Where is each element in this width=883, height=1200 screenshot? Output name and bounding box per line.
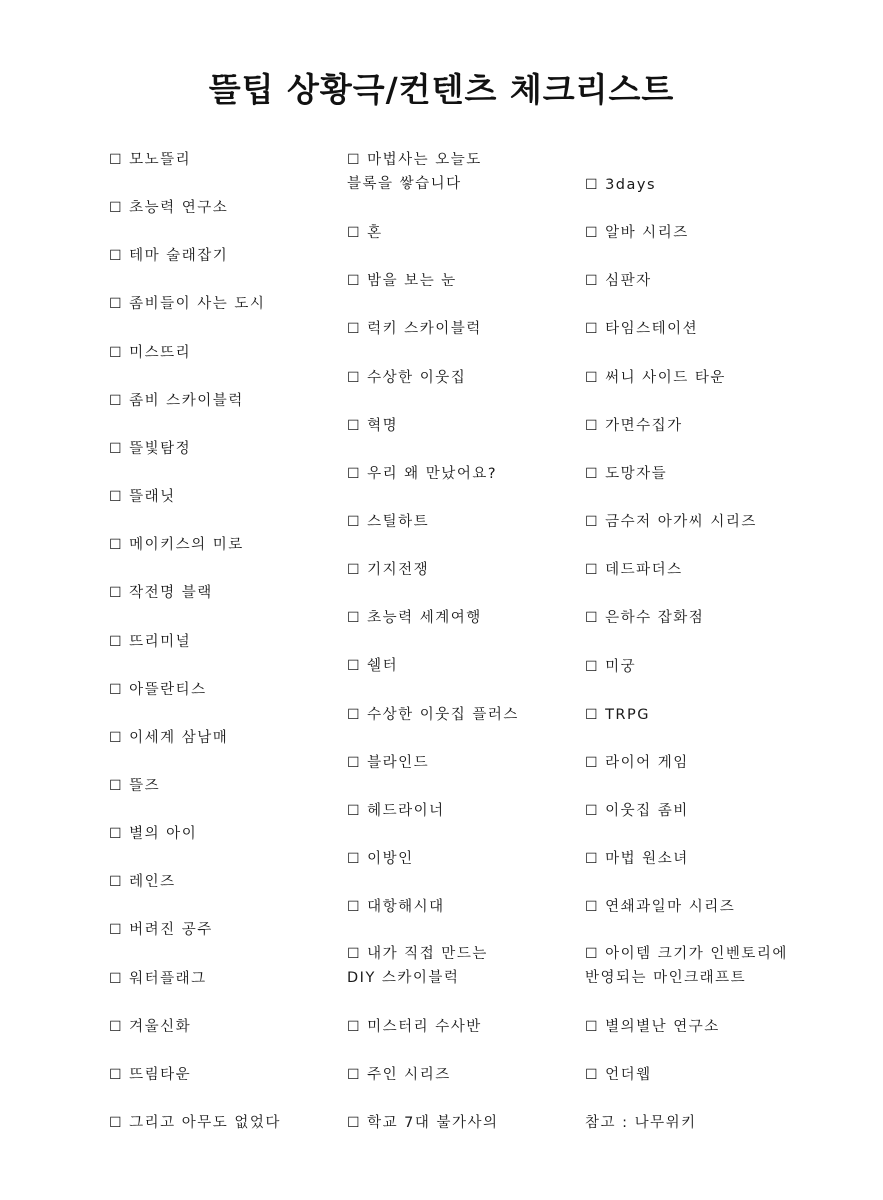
checklist-item[interactable] bbox=[109, 918, 213, 942]
checkbox-icon[interactable]: ☐ bbox=[109, 345, 124, 361]
checklist-item-label: 초능력 연구소 bbox=[129, 200, 229, 216]
checkbox-icon[interactable]: ☐ bbox=[585, 1067, 600, 1083]
checklist-item[interactable] bbox=[109, 148, 191, 172]
checkbox-icon[interactable]: ☐ bbox=[109, 1067, 124, 1083]
checkbox-icon[interactable]: ☐ bbox=[109, 922, 124, 938]
checklist-item-label: 기지전쟁 bbox=[367, 562, 430, 578]
checklist-item[interactable] bbox=[347, 558, 429, 582]
checkbox-icon[interactable]: ☐ bbox=[109, 296, 124, 312]
checklist-item-label: 아뜰란티스 bbox=[129, 682, 207, 698]
checkbox-icon[interactable]: ☐ bbox=[109, 971, 124, 987]
checklist-item[interactable] bbox=[347, 895, 445, 919]
checklist-item[interactable] bbox=[109, 774, 160, 798]
checklist-item-label: 럭키 스카이블럭 bbox=[367, 321, 482, 337]
checkbox-icon[interactable]: ☐ bbox=[347, 466, 362, 482]
checklist-item[interactable] bbox=[585, 895, 735, 919]
checkbox-icon[interactable]: ☐ bbox=[347, 946, 362, 962]
checkbox-icon[interactable]: ☐ bbox=[347, 321, 362, 337]
checklist-item-label: 뜰즈 bbox=[129, 778, 161, 794]
checklist-item[interactable] bbox=[585, 703, 650, 727]
checkbox-icon[interactable]: ☐ bbox=[347, 755, 362, 771]
checklist-item-label: 혼 bbox=[367, 225, 383, 241]
checklist-item-label: 미스터리 수사반 bbox=[367, 1019, 482, 1035]
checkbox-icon[interactable]: ☐ bbox=[347, 803, 362, 819]
checklist-item-label: 워터플래그 bbox=[129, 971, 207, 987]
checkbox-icon[interactable]: ☐ bbox=[585, 707, 600, 723]
checklist-item[interactable] bbox=[585, 221, 689, 245]
checkbox-icon[interactable]: ☐ bbox=[347, 658, 362, 674]
checkbox-icon[interactable]: ☐ bbox=[109, 200, 124, 216]
checkbox-icon[interactable]: ☐ bbox=[347, 225, 362, 241]
checkbox-icon[interactable]: ☐ bbox=[585, 177, 600, 193]
checkbox-icon[interactable]: ☐ bbox=[109, 441, 124, 457]
checkbox-icon[interactable]: ☐ bbox=[109, 634, 124, 650]
checklist-item-label: 블록을 쌓습니다 bbox=[347, 176, 462, 192]
checklist-item[interactable] bbox=[585, 173, 656, 197]
checkbox-icon[interactable]: ☐ bbox=[585, 514, 600, 530]
checklist-item-label: 쉘터 bbox=[367, 658, 399, 674]
checklist-item-label: 그리고 아무도 없었다 bbox=[129, 1115, 281, 1131]
checklist-item-label: 학교 7대 불가사의 bbox=[367, 1115, 499, 1131]
checklist-item-label: 겨울신화 bbox=[129, 1019, 192, 1035]
checklist-item[interactable] bbox=[109, 196, 228, 220]
checkbox-icon[interactable]: ☐ bbox=[109, 248, 124, 264]
checklist-item[interactable] bbox=[585, 462, 667, 486]
checklist-item-label: 테마 술래잡기 bbox=[129, 248, 229, 264]
checklist-item-label: 레인즈 bbox=[129, 874, 176, 890]
checklist-item-label: 메이키스의 미로 bbox=[129, 537, 244, 553]
checklist-item[interactable] bbox=[347, 847, 414, 871]
checklist-item-label: 블라인드 bbox=[367, 755, 430, 771]
checklist-item-label: 도망자들 bbox=[605, 466, 668, 482]
checklist-item[interactable] bbox=[347, 510, 429, 534]
checklist-item[interactable] bbox=[347, 1015, 482, 1039]
checkbox-icon[interactable]: ☐ bbox=[109, 393, 124, 409]
checklist-item-label: 써니 사이드 타운 bbox=[605, 370, 726, 386]
checklist-item[interactable] bbox=[347, 799, 445, 823]
checklist-item-label: 좀비 스카이블럭 bbox=[129, 393, 244, 409]
checkbox-icon[interactable]: ☐ bbox=[109, 537, 124, 553]
checklist-item[interactable] bbox=[585, 655, 636, 679]
checkbox-icon[interactable]: ☐ bbox=[347, 562, 362, 578]
checklist-item[interactable] bbox=[109, 678, 207, 702]
checklist-item-label: 언더웹 bbox=[605, 1067, 652, 1083]
checkbox-icon[interactable]: ☐ bbox=[347, 273, 362, 289]
checklist-item-label: 뜨리미널 bbox=[129, 634, 192, 650]
checklist-item-label: 이세계 삼남매 bbox=[129, 730, 229, 746]
checkbox-icon[interactable]: ☐ bbox=[347, 370, 362, 386]
checkbox-icon[interactable]: ☐ bbox=[585, 466, 600, 482]
checklist-item[interactable] bbox=[109, 822, 197, 846]
checkbox-icon[interactable]: ☐ bbox=[347, 152, 362, 168]
checklist-item[interactable] bbox=[347, 317, 482, 341]
checklist-item-label: 우리 왜 만났어요? bbox=[367, 466, 498, 482]
checklist-item[interactable] bbox=[109, 967, 207, 991]
checklist-item[interactable] bbox=[585, 799, 689, 823]
page-title: 뜰팁 상황극/컨텐츠 체크리스트 bbox=[208, 70, 675, 109]
checklist-item[interactable] bbox=[109, 630, 191, 654]
checklist-item-label: 별의별난 연구소 bbox=[605, 1019, 720, 1035]
checkbox-icon[interactable]: ☐ bbox=[585, 273, 600, 289]
checklist-item[interactable] bbox=[347, 462, 497, 486]
checkbox-icon[interactable]: ☐ bbox=[585, 851, 600, 867]
checkbox-icon[interactable]: ☐ bbox=[585, 755, 600, 771]
checkbox-icon[interactable]: ☐ bbox=[109, 874, 124, 890]
checklist-item-label: 미스뜨리 bbox=[129, 345, 192, 361]
checkbox-icon[interactable]: ☐ bbox=[585, 946, 600, 962]
checklist-item-label: 헤드라이너 bbox=[367, 803, 445, 819]
checkbox-icon[interactable]: ☐ bbox=[347, 899, 362, 915]
checklist-item-label: 이웃집 좀비 bbox=[605, 803, 689, 819]
checklist-item-label: 데드파더스 bbox=[605, 562, 683, 578]
checklist-item-label: 주인 시리즈 bbox=[367, 1067, 451, 1083]
checklist-item[interactable] bbox=[347, 751, 429, 775]
checklist-item-label: 초능력 세계여행 bbox=[367, 610, 482, 626]
checklist-item[interactable] bbox=[347, 1111, 499, 1135]
checklist-item-label: 미궁 bbox=[605, 659, 637, 675]
checkbox-icon[interactable]: ☐ bbox=[585, 610, 600, 626]
checklist-item-label: 3days bbox=[605, 177, 657, 193]
checklist-item[interactable] bbox=[109, 292, 265, 316]
checkbox-icon[interactable]: ☐ bbox=[585, 659, 600, 675]
checklist-item[interactable] bbox=[109, 1111, 281, 1135]
checklist-item[interactable] bbox=[585, 366, 726, 390]
checkbox-icon[interactable]: ☐ bbox=[585, 418, 600, 434]
checklist-item[interactable] bbox=[347, 221, 383, 245]
checkbox-icon[interactable]: ☐ bbox=[585, 1019, 600, 1035]
checklist-item[interactable] bbox=[347, 942, 488, 990]
checklist-item[interactable] bbox=[109, 485, 176, 509]
checklist-item-label: 스틸하트 bbox=[367, 514, 430, 530]
checklist-item-label: 내가 직접 만드는 bbox=[367, 946, 488, 962]
checklist-item[interactable] bbox=[585, 414, 683, 438]
checkbox-icon[interactable]: ☐ bbox=[347, 1067, 362, 1083]
checklist-item-label: 뜰빛탐정 bbox=[129, 441, 192, 457]
checklist-item-label: 라이어 게임 bbox=[605, 755, 689, 771]
checkbox-icon[interactable]: ☐ bbox=[109, 730, 124, 746]
checklist-item-label: 가면수집가 bbox=[605, 418, 683, 434]
checklist-item-label: 마법사는 오늘도 bbox=[367, 152, 482, 168]
checklist-item-label: 좀비들이 사는 도시 bbox=[129, 296, 266, 312]
checklist-item[interactable] bbox=[109, 581, 213, 605]
checklist-item[interactable] bbox=[585, 317, 698, 341]
checkbox-icon[interactable]: ☐ bbox=[585, 803, 600, 819]
checkbox-icon[interactable]: ☐ bbox=[109, 1019, 124, 1035]
checkbox-icon[interactable]: ☐ bbox=[585, 225, 600, 241]
checklist-item[interactable] bbox=[109, 437, 191, 461]
checklist-item[interactable] bbox=[585, 942, 788, 990]
checklist-item-label: 마법 원소녀 bbox=[605, 851, 689, 867]
checkbox-icon[interactable]: ☐ bbox=[585, 370, 600, 386]
checklist-item[interactable] bbox=[347, 269, 457, 293]
checklist-item[interactable] bbox=[109, 389, 244, 413]
checklist-item[interactable] bbox=[109, 1063, 191, 1087]
checklist-item[interactable] bbox=[347, 1063, 451, 1087]
checkbox-icon[interactable]: ☐ bbox=[585, 562, 600, 578]
checkbox-icon[interactable]: ☐ bbox=[347, 1019, 362, 1035]
checklist-item[interactable] bbox=[347, 414, 398, 438]
checklist-item[interactable] bbox=[109, 870, 176, 894]
checklist-item-label: 별의 아이 bbox=[129, 826, 198, 842]
checkbox-icon[interactable]: ☐ bbox=[109, 152, 124, 168]
source-note: 참고 : 나무위키 bbox=[585, 1115, 697, 1131]
checklist-item-label: 뜨림타운 bbox=[129, 1067, 192, 1083]
checkbox-icon[interactable]: ☐ bbox=[109, 826, 124, 842]
checklist-item-label: 밤을 보는 눈 bbox=[367, 273, 457, 289]
checklist-item-label: 은하수 잡화점 bbox=[605, 610, 705, 626]
checkbox-icon[interactable]: ☐ bbox=[109, 489, 124, 505]
checkbox-icon[interactable]: ☐ bbox=[347, 418, 362, 434]
checklist-item-label: 모노뜰리 bbox=[129, 152, 192, 168]
checklist-item[interactable] bbox=[347, 703, 519, 727]
checklist-item[interactable] bbox=[109, 244, 228, 268]
checklist-item-label: DIY 스카이블럭 bbox=[347, 970, 460, 986]
checklist-item[interactable] bbox=[347, 606, 482, 630]
checklist-item[interactable] bbox=[585, 606, 704, 630]
checkbox-icon[interactable]: ☐ bbox=[109, 1115, 124, 1131]
checklist-item[interactable] bbox=[585, 269, 652, 293]
checkbox-icon[interactable]: ☐ bbox=[347, 610, 362, 626]
checkbox-icon[interactable]: ☐ bbox=[109, 682, 124, 698]
checklist-item-label: 아이템 크기가 인벤토리에 bbox=[605, 946, 788, 962]
checklist-item-label: TRPG bbox=[605, 707, 650, 723]
checkbox-icon[interactable]: ☐ bbox=[347, 1115, 362, 1131]
checklist-item[interactable] bbox=[585, 1063, 652, 1087]
checklist-item-label: 대항해시대 bbox=[367, 899, 445, 915]
checkbox-icon[interactable]: ☐ bbox=[347, 707, 362, 723]
checklist-item[interactable] bbox=[109, 1015, 191, 1039]
checkbox-icon[interactable]: ☐ bbox=[109, 585, 124, 601]
checklist-item[interactable] bbox=[109, 533, 244, 557]
checklist-item[interactable] bbox=[109, 726, 228, 750]
checklist-item[interactable] bbox=[585, 751, 689, 775]
checklist-item[interactable] bbox=[109, 341, 191, 365]
checklist-item-label: 타임스테이션 bbox=[605, 321, 699, 337]
checklist-item-label: 뜰래닛 bbox=[129, 489, 176, 505]
checklist-item[interactable] bbox=[585, 1015, 720, 1039]
checkbox-icon[interactable]: ☐ bbox=[585, 899, 600, 915]
checklist-item-label: 반영되는 마인크래프트 bbox=[585, 970, 747, 986]
checkbox-icon[interactable]: ☐ bbox=[347, 514, 362, 530]
checkbox-icon[interactable]: ☐ bbox=[109, 778, 124, 794]
checkbox-icon[interactable]: ☐ bbox=[585, 321, 600, 337]
checklist-item-label: 작전명 블랙 bbox=[129, 585, 213, 601]
checklist-item[interactable] bbox=[347, 366, 466, 390]
checklist-item[interactable] bbox=[585, 510, 757, 534]
checkbox-icon[interactable]: ☐ bbox=[347, 851, 362, 867]
checklist-item[interactable] bbox=[585, 558, 683, 582]
checklist-item-label: 수상한 이웃집 bbox=[367, 370, 467, 386]
checklist-item-label: 금수저 아가씨 시리즈 bbox=[605, 514, 757, 530]
checklist-item-label: 심판자 bbox=[605, 273, 652, 289]
checklist-item[interactable] bbox=[347, 654, 398, 678]
checklist-item[interactable] bbox=[585, 847, 689, 871]
checklist-item-label: 수상한 이웃집 플러스 bbox=[367, 707, 519, 723]
checklist-item[interactable] bbox=[347, 148, 482, 196]
checklist-item-label: 연쇄과일마 시리즈 bbox=[605, 899, 736, 915]
checklist-item-label: 알바 시리즈 bbox=[605, 225, 689, 241]
checklist-item-label: 버려진 공주 bbox=[129, 922, 213, 938]
checklist-item-label: 이방인 bbox=[367, 851, 414, 867]
checklist-item-label: 혁명 bbox=[367, 418, 399, 434]
